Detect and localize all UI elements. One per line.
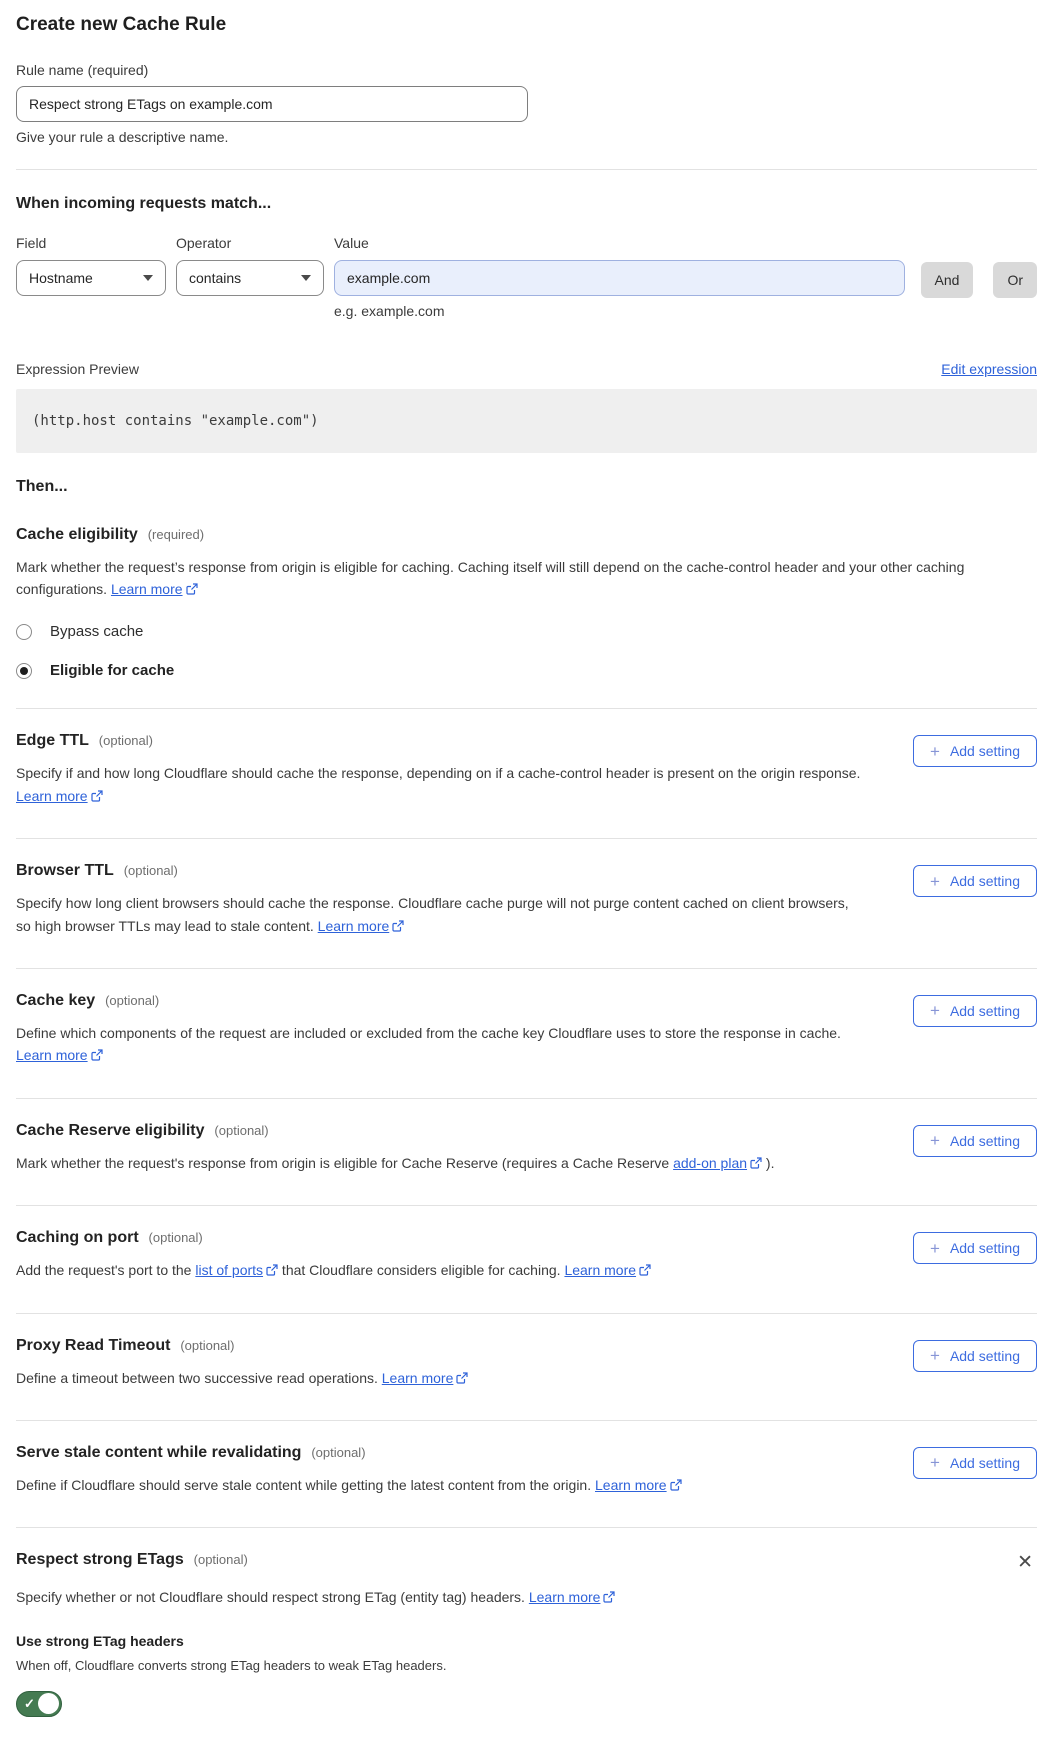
match-controls bbox=[16, 235, 1037, 319]
external-link-icon bbox=[750, 1153, 762, 1175]
check-icon: ✓ bbox=[24, 1695, 35, 1711]
setting-desc-text: Define a timeout between two successive read operations. bbox=[16, 1369, 382, 1386]
add-setting-label: Add setting bbox=[949, 1132, 1020, 1149]
add-setting-button[interactable] bbox=[913, 995, 1037, 1027]
required-badge: (required) bbox=[147, 527, 205, 542]
setting-title: Browser TTL bbox=[16, 862, 114, 880]
cache-eligibility-section bbox=[16, 526, 1037, 679]
optional-badge: (optional) bbox=[105, 992, 160, 1008]
chevron-down-icon bbox=[301, 275, 311, 281]
add-setting-button[interactable] bbox=[913, 1232, 1037, 1264]
chevron-down-icon bbox=[143, 275, 153, 281]
setting-desc-text: Define if Cloudflare should serve stale content while getting the latest content from the origin. bbox=[16, 1476, 595, 1493]
external-link-icon bbox=[456, 1368, 468, 1390]
operator-select[interactable] bbox=[176, 260, 324, 296]
value-label: Value bbox=[334, 235, 369, 251]
external-link-icon bbox=[392, 916, 404, 938]
value-input[interactable] bbox=[334, 260, 905, 296]
match-heading: When incoming requests match... bbox=[16, 195, 272, 212]
optional-badge: (optional) bbox=[148, 1230, 203, 1246]
add-setting-label: Add setting bbox=[949, 873, 1020, 890]
setting-cache-reserve-eligibility bbox=[16, 1098, 1037, 1205]
optional-badge: (optional) bbox=[214, 1122, 269, 1138]
setting-desc-text: Specify how long client browsers should cache the response. Cloudflare cache purge will not purge content cached on client browsers, so high browser TTLs may lead to stale content. bbox=[16, 895, 849, 934]
setting-edge-ttl bbox=[16, 708, 1037, 838]
radio-eligible-for-cache[interactable] bbox=[16, 662, 1037, 679]
setting-respect-strong-etags bbox=[16, 1527, 1037, 1716]
setting-title: Proxy Read Timeout bbox=[16, 1336, 171, 1354]
toggle-knob bbox=[38, 1693, 59, 1714]
setting-title: Cache key bbox=[16, 991, 96, 1009]
plus-icon: + bbox=[930, 1131, 940, 1151]
page-title: Create new Cache Rule bbox=[16, 14, 227, 35]
learn-more-link[interactable]: Learn more bbox=[528, 1589, 601, 1606]
setting-cache-key bbox=[16, 968, 1037, 1098]
operator-label: Operator bbox=[176, 235, 232, 251]
setting-desc-text: that Cloudflare considers eligible for caching. bbox=[278, 1262, 565, 1279]
radio-label: Bypass cache bbox=[50, 623, 144, 641]
operator-select-value: contains bbox=[189, 270, 242, 286]
optional-badge: (optional) bbox=[180, 1337, 235, 1353]
edit-expression-link[interactable]: Edit expression bbox=[941, 361, 1037, 377]
rule-name-helper: Give your rule a descriptive name. bbox=[16, 129, 229, 145]
add-setting-label: Add setting bbox=[949, 1240, 1020, 1257]
setting-desc-text: Add the request's port to the bbox=[16, 1262, 196, 1279]
add-setting-label: Add setting bbox=[949, 1454, 1020, 1471]
optional-badge: (optional) bbox=[98, 733, 153, 749]
setting-desc-text: Define which components of the request are included or excluded from the cache key Cloudflare uses to store the response in cache. bbox=[16, 1024, 841, 1041]
field-select[interactable] bbox=[16, 260, 166, 296]
value-helper: e.g. example.com bbox=[334, 303, 445, 319]
setting-desc-text: Specify if and how long Cloudflare should cache the response, depending on if a cache-control header is present on the origin response. bbox=[16, 765, 861, 782]
learn-more-link[interactable]: Learn more bbox=[317, 917, 390, 934]
then-heading: Then... bbox=[16, 478, 68, 495]
external-link-icon bbox=[670, 1475, 682, 1497]
add-setting-label: Add setting bbox=[949, 1347, 1020, 1364]
setting-proxy-read-timeout bbox=[16, 1313, 1037, 1420]
plus-icon: + bbox=[930, 1453, 940, 1473]
rule-name-label: Rule name (required) bbox=[16, 62, 149, 78]
list-of-ports-link[interactable]: list of ports bbox=[195, 1262, 264, 1279]
add-setting-label: Add setting bbox=[949, 743, 1020, 760]
external-link-icon bbox=[186, 580, 198, 602]
rule-name-input[interactable] bbox=[16, 86, 528, 122]
external-link-icon bbox=[639, 1260, 651, 1282]
radio-label: Eligible for cache bbox=[50, 662, 175, 680]
learn-more-link[interactable]: Learn more bbox=[16, 1047, 88, 1064]
add-setting-button[interactable] bbox=[913, 865, 1037, 897]
expression-preview-label: Expression Preview bbox=[16, 361, 139, 377]
plus-icon: + bbox=[930, 741, 940, 761]
add-setting-button[interactable] bbox=[913, 1340, 1037, 1372]
plus-icon: + bbox=[930, 1346, 940, 1365]
setting-caching-on-port bbox=[16, 1205, 1037, 1312]
use-strong-etag-headers-desc: When off, Cloudflare converts strong ETag headers to weak ETag headers. bbox=[16, 1657, 447, 1673]
use-strong-etag-headers-title: Use strong ETag headers bbox=[16, 1632, 184, 1649]
add-setting-button[interactable] bbox=[913, 735, 1037, 767]
and-button[interactable]: And bbox=[921, 262, 974, 298]
add-on-plan-link[interactable]: add-on plan bbox=[673, 1154, 748, 1171]
plus-icon: + bbox=[930, 1001, 940, 1021]
learn-more-link[interactable]: Learn more bbox=[381, 1369, 454, 1386]
setting-desc-text: ). bbox=[762, 1154, 775, 1171]
setting-desc-text: Mark whether the request's response from origin is eligible for Cache Reserve (requires a Cache Reserve bbox=[16, 1154, 674, 1171]
external-link-icon bbox=[266, 1260, 278, 1282]
plus-icon: + bbox=[930, 1238, 940, 1258]
plus-icon: + bbox=[930, 871, 940, 891]
learn-more-link[interactable]: Learn more bbox=[110, 580, 183, 597]
learn-more-link[interactable]: Learn more bbox=[564, 1262, 637, 1279]
radio-bypass-cache[interactable] bbox=[16, 623, 1037, 640]
setting-title: Cache Reserve eligibility bbox=[16, 1121, 205, 1139]
learn-more-link[interactable]: Learn more bbox=[595, 1476, 667, 1493]
field-label: Field bbox=[16, 235, 47, 251]
or-button[interactable]: Or bbox=[993, 262, 1037, 298]
add-setting-label: Add setting bbox=[949, 1002, 1020, 1019]
setting-browser-ttl bbox=[16, 838, 1037, 968]
setting-title: Caching on port bbox=[16, 1229, 139, 1247]
divider bbox=[16, 169, 1037, 170]
cache-eligibility-title: Cache eligibility bbox=[16, 526, 138, 543]
radio-icon bbox=[16, 624, 32, 640]
optional-badge: (optional) bbox=[123, 863, 178, 879]
close-icon[interactable]: ✕ bbox=[1017, 1552, 1033, 1574]
expression-preview: (http.host contains "example.com") bbox=[16, 389, 1037, 453]
external-link-icon bbox=[91, 786, 103, 808]
field-select-value: Hostname bbox=[29, 270, 93, 286]
cache-eligibility-desc: Mark whether the request’s response from origin is eligible for caching. Caching itself will still depend on the cache-control header and your other caching configurations. bbox=[16, 559, 965, 597]
setting-serve-stale-content bbox=[16, 1420, 1037, 1527]
optional-badge: (optional) bbox=[193, 1552, 248, 1568]
external-link-icon bbox=[91, 1045, 103, 1067]
setting-desc-text: Specify whether or not Cloudflare should respect strong ETag (entity tag) headers. bbox=[16, 1589, 529, 1606]
setting-title: Serve stale content while revalidating bbox=[16, 1443, 302, 1461]
add-setting-button[interactable] bbox=[913, 1125, 1037, 1157]
strong-etag-toggle[interactable] bbox=[16, 1691, 62, 1717]
learn-more-link[interactable]: Learn more bbox=[16, 787, 88, 804]
optional-badge: (optional) bbox=[311, 1444, 366, 1460]
radio-icon bbox=[16, 663, 32, 679]
setting-title: Respect strong ETags bbox=[16, 1551, 184, 1569]
add-setting-button[interactable] bbox=[913, 1447, 1037, 1479]
external-link-icon bbox=[603, 1587, 615, 1609]
setting-title: Edge TTL bbox=[16, 732, 89, 750]
